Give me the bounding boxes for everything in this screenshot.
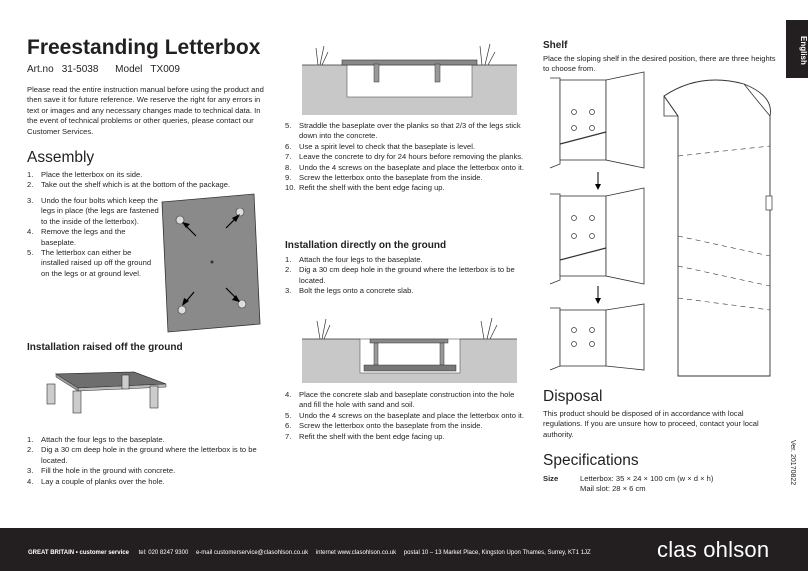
list-item: 4. Remove the legs and the baseplate. bbox=[27, 227, 126, 247]
footer-contact bbox=[28, 550, 597, 556]
mail-slot-dimensions: Mail slot: 28 × 6 cm bbox=[580, 484, 646, 494]
list-item: 7. Leave the concrete to dry for 24 hours before removing the planks. bbox=[285, 152, 524, 162]
assembly-steps-a bbox=[27, 170, 272, 191]
shelf-positions-illustration bbox=[540, 76, 780, 376]
list-item: 3. Bolt the legs onto a concrete slab. bbox=[285, 286, 414, 296]
article-number bbox=[27, 64, 188, 75]
list-item: 4. Place the concrete slab and baseplate construction into the hole and fill the hole with sand and soil. bbox=[285, 390, 515, 410]
list-item: 8. Undo the 4 screws on the baseplate and place the letterbox onto it. bbox=[285, 162, 525, 172]
model-value: TX009 bbox=[150, 64, 180, 75]
disposal-text: This product should be disposed of in accordance with local regulations. If you are unsure how to proceed, contact your local authority. bbox=[543, 409, 759, 439]
baseplate-legs-illustration bbox=[38, 370, 168, 415]
model-label: Model bbox=[115, 64, 143, 75]
assembly-steps-b bbox=[27, 196, 159, 279]
intro-text: Please read the entire instruction manual before using the product and then save it for future reference. We reserve the right for any errors in text or images and any necessary changes made to technical data. In the event of technical problems or other queries, please contact our Customer Services. bbox=[27, 85, 264, 136]
art-no-value: 31-5038 bbox=[61, 64, 99, 75]
list-item: 3. Fill the hole in the ground with concrete. bbox=[27, 466, 176, 476]
planks-in-ground-illustration bbox=[302, 40, 517, 115]
list-item: 9. Screw the letterbox onto the baseplate from the inside. bbox=[285, 173, 483, 183]
list-item: 2. Dig a 30 cm deep hole in the ground where the letterbox is to be located. bbox=[285, 265, 515, 285]
shelf-heading: Shelf bbox=[543, 40, 568, 51]
list-item: 6. Use a spirit level to check that the baseplate is level. bbox=[285, 141, 476, 151]
specifications-table bbox=[543, 474, 773, 495]
list-item: 1. Attach the four legs to the baseplate. bbox=[27, 435, 165, 444]
list-item: 1. Attach the four legs to the baseplate. bbox=[285, 255, 423, 264]
shelf-text: Place the sloping shelf in the desired position, there are three heights to choose from. bbox=[543, 54, 776, 74]
list-item: 2. Take out the shelf which is at the bottom of the package. bbox=[27, 180, 231, 190]
footer-country: GREAT BRITAIN • customer service bbox=[28, 550, 129, 556]
list-item: 5. The letterbox can either be installed raised up off the ground on the legs or at ground level. bbox=[27, 248, 152, 278]
list-item: 2. Dig a 30 cm deep hole in the ground where the letterbox is to be located. bbox=[27, 445, 257, 465]
raised-heading: Installation raised off the ground bbox=[27, 342, 183, 353]
list-item: 5. Undo the 4 screws on the baseplate and place the letterbox onto it. bbox=[285, 410, 525, 420]
list-item: 10. Refit the shelf with the bent edge facing up. bbox=[285, 183, 445, 193]
assembly-heading: Assembly bbox=[27, 149, 95, 166]
raised-steps-cont bbox=[285, 121, 525, 194]
footer-tel: tel: 020 8247 9300 bbox=[138, 550, 189, 556]
disposal-heading: Disposal bbox=[543, 388, 603, 405]
footer-email: e-mail customerservice@clasohlson.co.uk bbox=[195, 550, 309, 556]
size-label: Size bbox=[543, 474, 559, 483]
footer-postal: postal 10 – 13 Market Place, Kingston Upon Thames, Surrey, KT1 1JZ bbox=[403, 550, 591, 556]
version-label: Ver. 20170822 bbox=[789, 440, 796, 486]
raised-steps bbox=[27, 435, 272, 487]
letterbox-dimensions: Letterbox: 35 × 24 × 100 cm (w × d × h) bbox=[580, 474, 714, 483]
brand-logo: clas ohlson bbox=[657, 537, 770, 562]
ground-steps-cont bbox=[285, 390, 525, 442]
list-item: 6. Screw the letterbox onto the baseplate from the inside. bbox=[285, 421, 483, 431]
art-no-label: Art.no bbox=[27, 64, 54, 75]
specifications-heading: Specifications bbox=[543, 452, 639, 469]
list-item: 7. Refit the shelf with the bent edge facing up. bbox=[285, 431, 445, 441]
ground-steps bbox=[285, 255, 525, 297]
list-item: 3. Undo the four bolts which keep the legs in place (the legs are fastened to the inside of the letterbox). bbox=[27, 196, 159, 226]
letterbox-side-illustration bbox=[160, 194, 260, 334]
list-item: 1. Place the letterbox on its side. bbox=[27, 170, 143, 179]
language-tab: English bbox=[799, 35, 808, 65]
list-item: 5. Straddle the baseplate over the planks so that 2/3 of the legs stick down into the concrete. bbox=[285, 121, 521, 141]
footer-internet: internet www.clasohlson.co.uk bbox=[315, 550, 397, 556]
concrete-slab-illustration bbox=[302, 315, 517, 383]
list-item: 4. Lay a couple of planks over the hole. bbox=[27, 476, 165, 486]
ground-heading: Installation directly on the ground bbox=[285, 240, 447, 251]
page-title: Freestanding Letterbox bbox=[27, 36, 261, 59]
